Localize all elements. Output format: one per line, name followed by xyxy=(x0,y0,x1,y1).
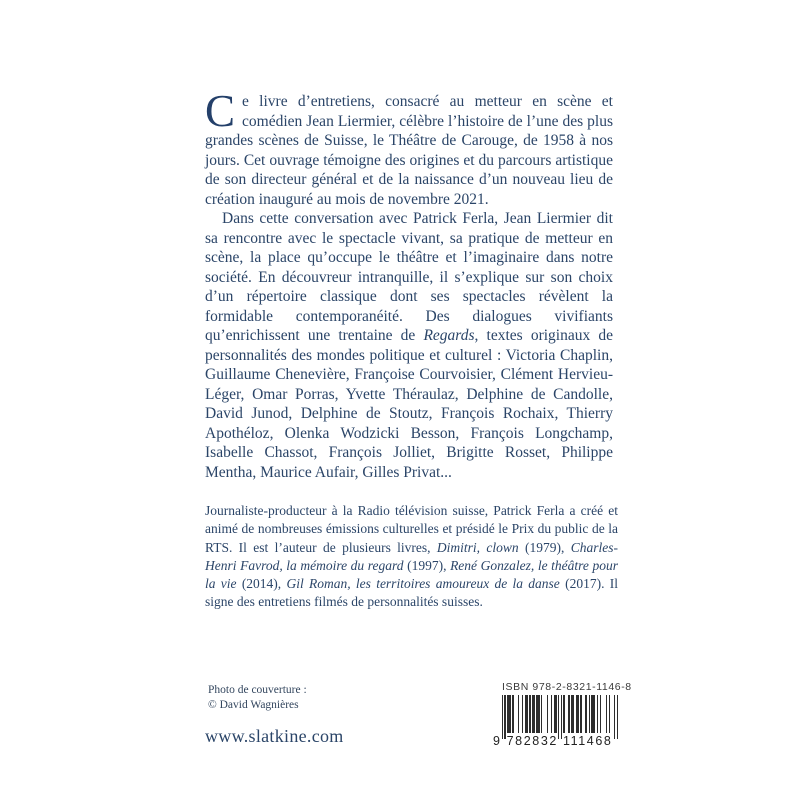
barcode-bars-icon xyxy=(502,695,618,739)
synopsis-paragraph-2-text-after: , textes originaux de personnalités des mondes politique et culturel : Victoria Chaplin, Guillaume Chenevière, Françoise Courvoisier, Clément Hervieu-Léger, Omar Porras, Yvette Théraulaz, Delphine de Candolle, David Junod, Delphine de Stoutz, François Rochaix, Thierry Apothéloz, Olenka Wodzicki Besson, François Longchamp, Isabelle Chassot, François Jolliet, Brigitte Rosset, Philippe Mentha, Maurice Aufair, Gilles Privat... xyxy=(205,327,613,481)
photo-credit-line-1: Photo de couverture : xyxy=(208,684,307,696)
synopsis-paragraph-2 xyxy=(205,209,613,482)
isbn-barcode-block xyxy=(493,681,632,748)
bio-text-segment: Dimitri, clown xyxy=(436,539,519,555)
dropcap-letter: C xyxy=(205,86,236,136)
bio-text-segment: Journaliste-producteur à la Radio télévision suisse, Patrick Ferla a créé et animé de nombreuses émissions culturelles et présidé le Prix du public de la RTS. Il est l’auteur de plusieurs livres, xyxy=(205,503,618,555)
bio-text-segment: (2014), xyxy=(236,576,287,592)
bio-text-segment: René Gonzalez, le théâtre pour la vie xyxy=(205,557,618,592)
publisher-website: www.slatkine.com xyxy=(205,726,344,746)
synopsis-paragraph-1-text: e livre d’entretiens, consacré au metteur en scène et comédien Jean Liermier, célèbre l’histoire de l’une des plus grandes scènes de Suisse, le Théâtre de Carouge, de 1958 à nos jours. Cet ouvrage témoigne des origines et du parcours artistique de son directeur général et de la naissance d’un nouveau lieu de création inauguré au mois de novembre 2021. xyxy=(205,93,613,208)
bio-text-segment: (1997), xyxy=(403,557,451,573)
author-bio xyxy=(205,502,618,612)
synopsis-paragraph-1 xyxy=(205,86,613,209)
synopsis-paragraph-2-text-before: Dans cette conversation avec Patrick Ferla, Jean Liermier dit sa rencontre avec le spectacle vivant, sa pratique de metteur en scène, la place qu’occupe le théâtre et l’imaginaire dans notre société. En découvreur intranquille, il s’explique sur son choix d’un répertoire classique dont ses spectacles révèlent la formidable contemporanéité. Des dialogues vivifiants qu’enrichissent une trentaine de xyxy=(205,210,613,344)
bio-text-segment: Charles-Henri Favrod, la mémoire du regard xyxy=(205,539,618,573)
bio-text-segment: (2017). Il signe des entretiens filmés de personnalités suisses. xyxy=(205,576,618,610)
synopsis-block xyxy=(205,86,613,482)
photo-credit xyxy=(208,683,307,713)
photo-credit-line-2: © David Wagnières xyxy=(208,699,299,711)
barcode-digits: 9 782832 111468 xyxy=(493,734,613,748)
isbn-number: ISBN 978-2-8321-1146-8 xyxy=(502,681,632,693)
bio-text-segment: (1979), xyxy=(518,539,571,555)
synopsis-regards-term: Regards xyxy=(423,327,475,344)
bio-text-segment: Gil Roman, les territoires amoureux de la danse xyxy=(286,576,560,592)
